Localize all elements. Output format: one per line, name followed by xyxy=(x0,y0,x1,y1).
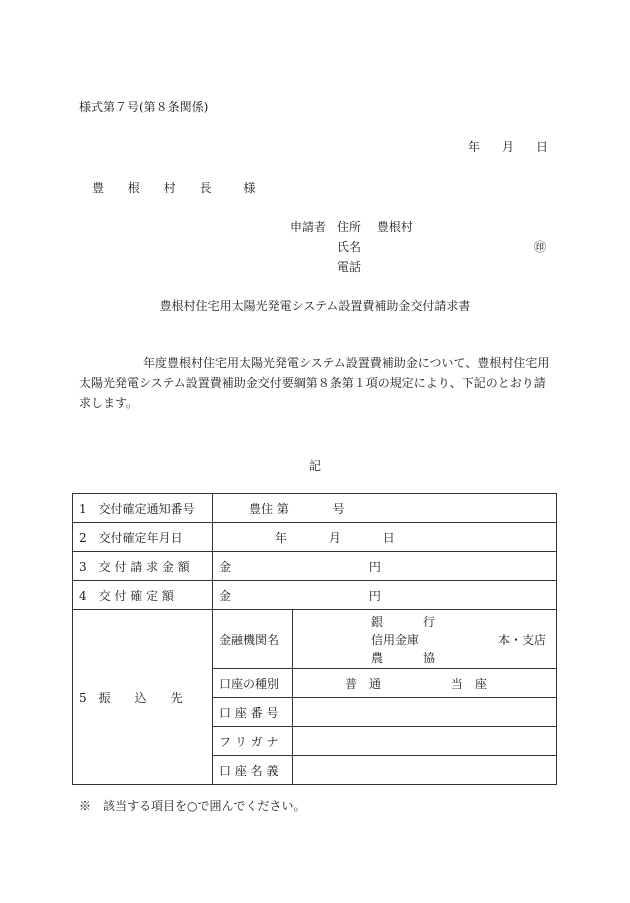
account-number-value xyxy=(293,698,557,727)
addressee: 豊 根 村 長 様 xyxy=(92,181,266,195)
row2-label: 2 交付確定年月日 xyxy=(73,523,213,552)
bank-option-ginko: 銀 行 xyxy=(371,615,450,629)
bank-value xyxy=(293,610,557,669)
row1-prefix: 豊住 第 xyxy=(249,501,289,516)
row2-month: 月 xyxy=(328,530,341,545)
branch-label: 本・支店 xyxy=(498,633,547,647)
row3-label: 3 交 付 請 求 金 額 xyxy=(73,552,213,581)
body-text: 年度豊根村住宅用太陽光発電システム設置費補助金について、豊根村住宅用太陽光発電システム設置費補助金交付要綱第８条第１項の規定により、下記のとおり請求します。 xyxy=(79,356,550,410)
tel-label: 電話 xyxy=(337,260,362,274)
table-row xyxy=(73,581,557,610)
date-year: 年 xyxy=(467,140,480,154)
row1-label: 1 交付確定通知番号 xyxy=(73,494,213,523)
address-value: 豊根村 xyxy=(376,220,413,234)
bank-options xyxy=(293,611,556,667)
table-row xyxy=(73,494,557,523)
row4-value xyxy=(213,581,557,610)
seal-mark: ㊞ xyxy=(534,240,547,254)
table-row xyxy=(73,552,557,581)
row1-suffix: 号 xyxy=(332,501,345,516)
row2-value xyxy=(213,523,557,552)
row3-value xyxy=(213,552,557,581)
document-title: 豊根村住宅用太陽光発電システム設置費補助金交付請求書 xyxy=(159,299,471,313)
row4-label: 4 交 付 確 定 額 xyxy=(73,581,213,610)
table-row xyxy=(73,610,557,669)
account-type-label: 口座の種別 xyxy=(213,669,293,698)
date-month: 月 xyxy=(501,140,514,154)
ki-heading: 記 xyxy=(308,459,321,473)
row5-label: 5 振 込 先 xyxy=(73,610,213,785)
row2-year: 年 xyxy=(275,530,288,545)
date-day: 日 xyxy=(535,140,548,154)
applicant-address xyxy=(337,218,413,235)
bank-label: 金融機関名 xyxy=(213,610,293,669)
bank-option-shinkin: 信用金庫 xyxy=(371,633,420,647)
row3-en: 円 xyxy=(368,559,381,574)
table-row xyxy=(73,523,557,552)
row4-en: 円 xyxy=(368,588,381,603)
form-number: 様式第７号(第８条関係) xyxy=(79,100,209,114)
row3-kin: 金 xyxy=(219,559,232,574)
footnote: ※ 該当する項目を○で囲んでください。 xyxy=(79,799,306,813)
account-holder-value xyxy=(293,756,557,785)
date-line xyxy=(446,138,548,155)
row4-kin: 金 xyxy=(219,588,232,603)
furigana-value xyxy=(293,727,557,756)
type-ordinary: 普 通 xyxy=(345,676,382,691)
name-label: 氏名 xyxy=(337,240,362,254)
account-number-label: 口 座 番 号 xyxy=(213,698,293,727)
applicant-label: 申請者 xyxy=(290,220,327,234)
type-current: 当 座 xyxy=(450,676,487,691)
account-type-value xyxy=(293,669,557,698)
row2-day: 日 xyxy=(382,530,395,545)
address-label: 住所 xyxy=(337,220,362,234)
row1-value xyxy=(213,494,557,523)
bank-option-nokyo: 農 協 xyxy=(371,651,450,665)
furigana-label: フ リ ガ ナ xyxy=(213,727,293,756)
account-holder-label: 口 座 名 義 xyxy=(213,756,293,785)
request-table xyxy=(72,493,557,785)
